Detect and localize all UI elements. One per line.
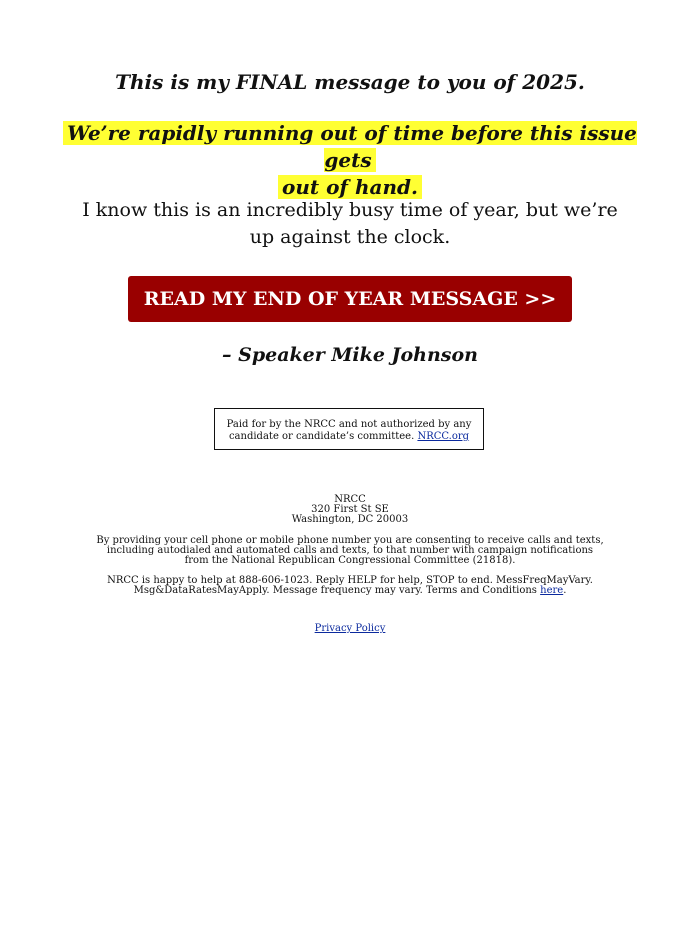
help-period: . (563, 585, 567, 596)
terms-here-link[interactable]: here (540, 585, 564, 596)
headline: This is my FINAL message to you of 2025. (115, 70, 585, 94)
sms-consent-text: By providing your cell phone or mobile phone number you are consenting to receive calls and texts, including autodialed and automated calls and texts, to that number with campaign notifications from the National Republican Congressional Committee (21818). (96, 535, 604, 566)
body-paragraph: I know this is an incredibly busy time of year, but we’re up against the clock. (82, 199, 618, 248)
org-name: NRCC (334, 494, 366, 505)
nrcc-org-link[interactable]: NRCC.org (417, 431, 470, 442)
help-text: NRCC is happy to help at 888-606-1023. Reply HELP for help, STOP to end. MessFreqMayVary. Msg&DataRatesMayApply. Message frequency may vary. Terms and Conditions (107, 575, 593, 596)
paid-for-disclaimer-box (214, 408, 484, 450)
paid-for-text: Paid for by the NRCC and not authorized by any candidate or candidate’s committee. (226, 419, 472, 442)
highlight-line-2: out of hand. (278, 175, 422, 199)
read-message-button[interactable]: READ MY END OF YEAR MESSAGE >> (128, 276, 572, 322)
city-state-zip: Washington, DC 20003 (291, 514, 409, 525)
help-text-block (95, 576, 605, 596)
highlighted-urgency-text (50, 120, 650, 201)
privacy-policy-row (0, 623, 700, 634)
mailing-address (0, 495, 700, 525)
street-address: 320 First St SE (311, 504, 389, 515)
signature: – Speaker Mike Johnson (222, 344, 478, 366)
highlight-line-1: We’re rapidly running out of time before this issue gets (63, 121, 637, 172)
privacy-policy-link[interactable]: Privacy Policy (314, 623, 386, 634)
